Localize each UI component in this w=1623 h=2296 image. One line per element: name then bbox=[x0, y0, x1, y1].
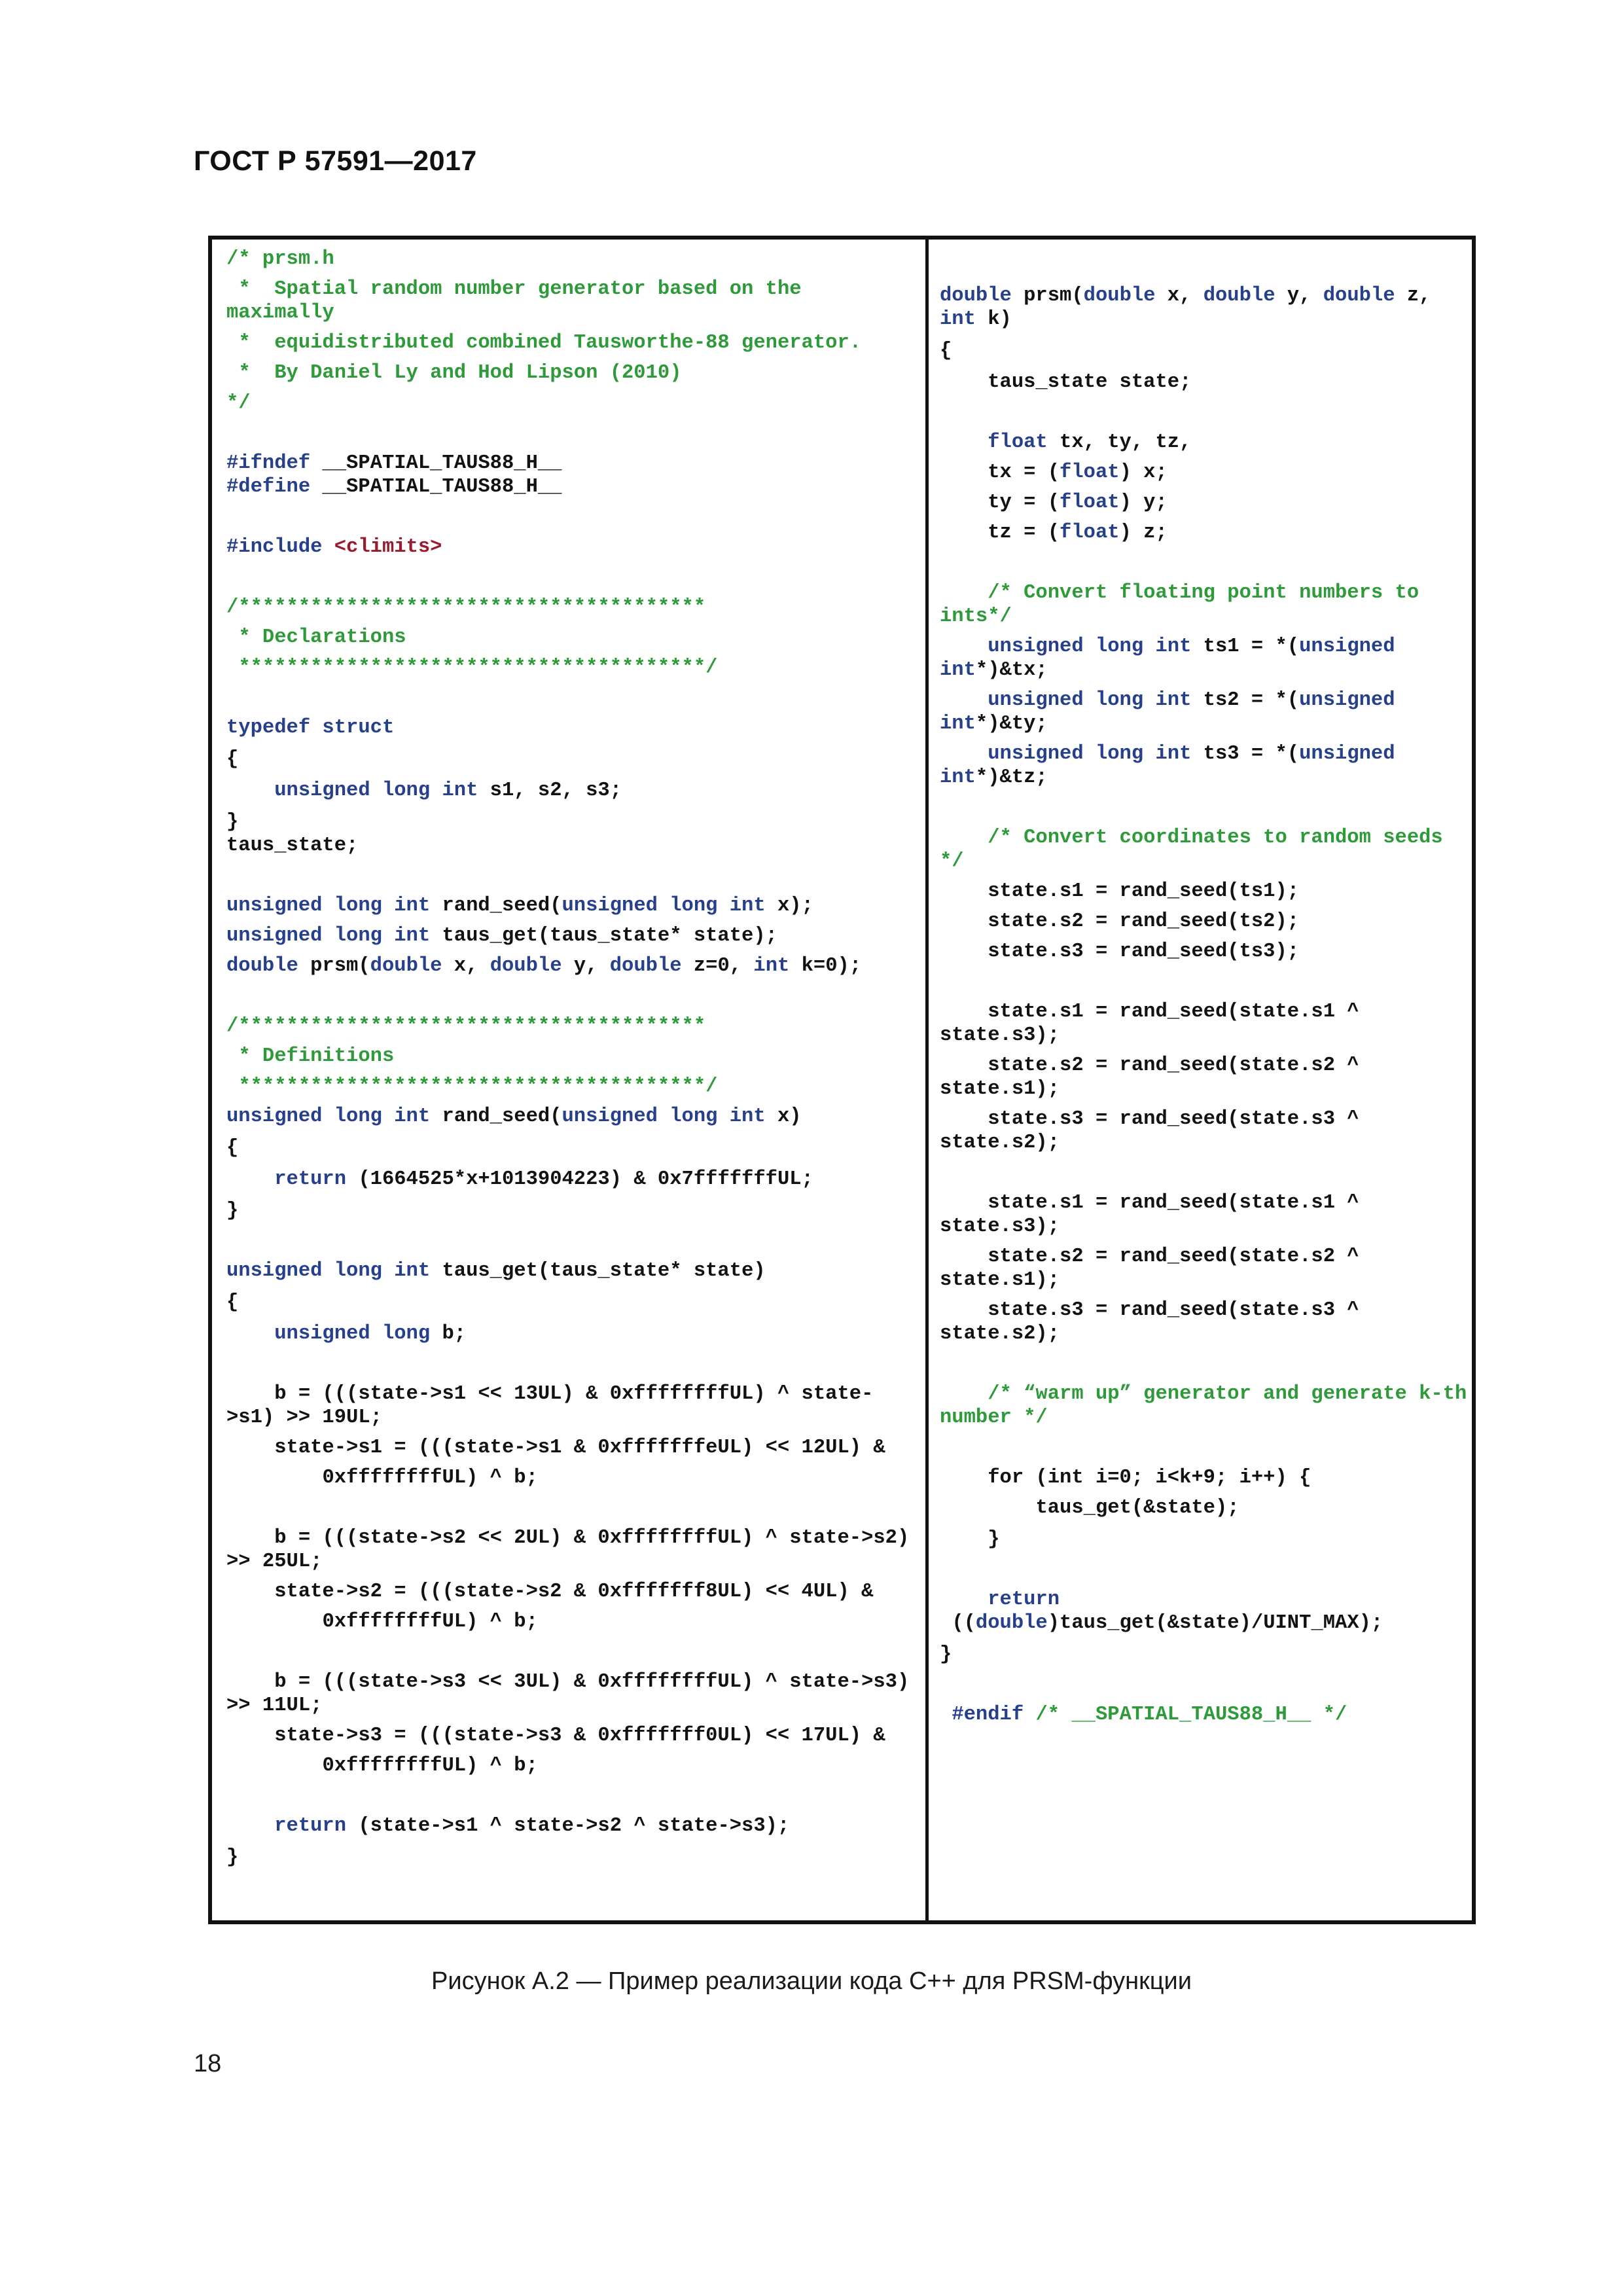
code-line bbox=[940, 370, 1469, 394]
code-text-token: ) x; bbox=[1119, 461, 1168, 484]
code-keyword-token: double bbox=[609, 955, 682, 977]
code-line bbox=[226, 894, 920, 918]
code-keyword-token: double bbox=[370, 955, 442, 977]
code-text-token: ts2 = *( bbox=[1191, 689, 1300, 711]
code-comment-token: * Definitions bbox=[226, 1045, 395, 1067]
code-line bbox=[226, 954, 920, 978]
code-text-token: state.s3 = rand_seed(ts3); bbox=[940, 941, 1300, 963]
code-text-token: state.s1 = rand_seed(state.s1 ^ state.s3); bbox=[940, 1192, 1371, 1238]
code-text-token: { bbox=[940, 340, 952, 362]
code-line bbox=[940, 940, 1469, 963]
code-text-token: b = (((state->s2 << 2UL) & 0xffffffffUL) ^ state->s2) >> 25UL; bbox=[226, 1527, 921, 1573]
code-text-token: k) bbox=[975, 308, 1012, 331]
code-text-token: state->s2 = (((state->s2 & 0xfffffff8UL) << 4UL) & bbox=[226, 1581, 874, 1603]
code-text-token: state->s1 = (((state->s1 & 0xfffffffeUL) << 12UL) & bbox=[226, 1437, 885, 1459]
code-text-token: tx = ( bbox=[940, 461, 1060, 484]
code-keyword-token: unsigned long int bbox=[562, 895, 766, 917]
code-keyword-token: float bbox=[988, 431, 1048, 454]
code-comment-token: /* prsm.h bbox=[226, 248, 334, 270]
code-line bbox=[226, 1724, 920, 1748]
code-text-token: prsm( bbox=[298, 955, 370, 977]
code-line bbox=[226, 810, 920, 834]
code-line bbox=[940, 826, 1469, 873]
code-line bbox=[226, 656, 920, 679]
code-line bbox=[940, 461, 1469, 484]
code-keyword-token: #endif bbox=[940, 1704, 1024, 1726]
code-line bbox=[226, 247, 920, 271]
code-line bbox=[226, 391, 920, 415]
code-text-token bbox=[226, 1323, 274, 1345]
code-line bbox=[226, 834, 920, 857]
code-keyword-token: unsigned int bbox=[940, 636, 1407, 681]
code-text-token: taus_state; bbox=[226, 834, 359, 857]
code-comment-token: /* Convert coordinates to random seeds */ bbox=[940, 827, 1455, 872]
code-comment-token: * Spatial random number generator based on the maximally bbox=[226, 278, 813, 324]
code-keyword-token: double bbox=[940, 285, 1012, 307]
code-line bbox=[226, 1814, 920, 1838]
code-text-token: __SPATIAL_TAUS88_H__ bbox=[310, 452, 562, 475]
code-text-token: { bbox=[226, 1137, 239, 1159]
code-text-token bbox=[226, 780, 274, 802]
code-comment-token: /*************************************** bbox=[226, 1015, 706, 1037]
code-comment-token: ***************************************/ bbox=[226, 656, 718, 679]
code-column-right bbox=[940, 247, 1479, 1920]
code-comment-token: /* Convert floating point numbers to ints*/ bbox=[940, 582, 1431, 628]
code-line bbox=[940, 1528, 1469, 1551]
code-text-token bbox=[940, 827, 988, 849]
code-text-token: state.s1 = rand_seed(ts1); bbox=[940, 880, 1300, 903]
code-line bbox=[226, 1136, 920, 1160]
code-keyword-token: unsigned long int bbox=[226, 1260, 431, 1282]
code-line bbox=[940, 1299, 1469, 1346]
code-text-token: z, bbox=[1395, 285, 1443, 307]
code-line bbox=[940, 635, 1469, 682]
code-text-token: for (int i=0; i<k+9; i++) { bbox=[940, 1467, 1311, 1489]
code-text-token: 0xffffffffUL) ^ b; bbox=[226, 1611, 538, 1633]
code-text-token: x) bbox=[765, 1105, 802, 1128]
code-comment-token: */ bbox=[226, 392, 251, 414]
code-text-token: tz = ( bbox=[940, 522, 1060, 544]
code-text-token: state->s3 = (((state->s3 & 0xfffffff0UL) << 17UL) & bbox=[226, 1725, 885, 1747]
code-text-token: } bbox=[226, 811, 239, 833]
code-text-token: rand_seed( bbox=[430, 895, 562, 917]
figure-caption: Рисунок А.2 — Пример реализации кода С++ для PRSM-функции bbox=[431, 1967, 1192, 1995]
code-line bbox=[226, 1754, 920, 1778]
code-text-token: 0xffffffffUL) ^ b; bbox=[226, 1755, 538, 1777]
code-text-token: state.s2 = rand_seed(state.s2 ^ state.s1); bbox=[940, 1246, 1371, 1291]
code-comment-token: * Declarations bbox=[226, 626, 406, 649]
code-comment-token: ***************************************/ bbox=[226, 1075, 718, 1098]
code-text-token: y, bbox=[1275, 285, 1323, 307]
code-column-left bbox=[226, 247, 920, 1920]
code-keyword-token: unsigned long int bbox=[274, 780, 478, 802]
code-text-token: )taus_get(&state)/UINT_MAX); bbox=[1047, 1612, 1383, 1634]
code-text-token: ) y; bbox=[1119, 492, 1168, 514]
code-text-token: __SPATIAL_TAUS88_H__ bbox=[310, 476, 562, 498]
code-text-token: b; bbox=[430, 1323, 467, 1345]
code-text-token bbox=[940, 743, 988, 765]
code-keyword-token: unsigned long int bbox=[226, 895, 431, 917]
code-keyword-token: unsigned long int bbox=[562, 1105, 766, 1128]
code-line bbox=[226, 1259, 920, 1283]
code-line bbox=[940, 1245, 1469, 1292]
code-keyword-token: unsigned long int bbox=[226, 1105, 431, 1128]
code-line bbox=[940, 1054, 1469, 1101]
code-line bbox=[940, 1000, 1469, 1047]
code-line bbox=[226, 626, 920, 649]
code-text-token: *)&tz; bbox=[975, 766, 1048, 789]
code-line bbox=[226, 1580, 920, 1604]
code-text-token: } bbox=[940, 1528, 1000, 1551]
code-text-token: state.s3 = rand_seed(state.s3 ^ state.s2); bbox=[940, 1299, 1371, 1345]
code-keyword-token: double bbox=[1083, 285, 1156, 307]
code-text-token: tx, ty, tz, bbox=[1047, 431, 1192, 454]
code-line bbox=[940, 1382, 1479, 1429]
code-comment-token: /* “warm up” generator and generate k-th number */ bbox=[940, 1383, 1479, 1429]
code-line bbox=[940, 1703, 1469, 1727]
code-line bbox=[226, 1382, 920, 1429]
code-text-token: { bbox=[226, 1291, 239, 1314]
code-text-token: } bbox=[226, 1200, 239, 1222]
code-text-token bbox=[226, 1815, 274, 1837]
code-comment-token: /* __SPATIAL_TAUS88_H__ */ bbox=[1035, 1704, 1347, 1726]
code-text-token: { bbox=[226, 748, 239, 770]
code-keyword-token: typedef struct bbox=[226, 717, 395, 739]
code-line bbox=[226, 1846, 920, 1869]
code-text-token bbox=[940, 431, 988, 454]
code-text-token: (1664525*x+1013904223) & 0x7fffffffUL; bbox=[346, 1168, 813, 1191]
code-line bbox=[226, 1045, 920, 1068]
code-line bbox=[226, 331, 920, 355]
code-line bbox=[940, 339, 1469, 363]
code-line bbox=[226, 1199, 920, 1223]
code-line bbox=[226, 1168, 920, 1191]
code-text-token: taus_get(&state); bbox=[940, 1497, 1240, 1519]
code-text-token bbox=[940, 582, 988, 604]
code-include-token: <climits> bbox=[334, 536, 442, 558]
code-line bbox=[226, 779, 920, 802]
code-line bbox=[226, 1436, 920, 1460]
code-text-token: x, bbox=[442, 955, 490, 977]
code-keyword-token: double bbox=[226, 955, 298, 977]
code-line bbox=[226, 1466, 920, 1490]
page-header: ГОСТ Р 57591—2017 bbox=[194, 145, 477, 177]
code-text-token: prsm( bbox=[1011, 285, 1084, 307]
code-text-token bbox=[940, 636, 988, 658]
code-line bbox=[226, 361, 920, 385]
code-keyword-token: unsigned long int bbox=[988, 636, 1192, 658]
page-number: 18 bbox=[194, 2050, 222, 2077]
code-line bbox=[940, 742, 1469, 789]
code-text-token: z=0, bbox=[681, 955, 754, 977]
code-line bbox=[226, 924, 920, 948]
code-keyword-token: return bbox=[274, 1168, 347, 1191]
code-line bbox=[226, 1075, 920, 1098]
code-line bbox=[226, 1291, 920, 1314]
code-keyword-token: #include bbox=[226, 536, 323, 558]
code-text-token: ) z; bbox=[1119, 522, 1168, 544]
code-text-token: taus_get(taus_state* state); bbox=[430, 925, 777, 947]
code-keyword-token: float bbox=[1060, 522, 1120, 544]
code-text-token: ts1 = *( bbox=[1191, 636, 1300, 658]
code-text-token bbox=[940, 1383, 988, 1405]
code-line bbox=[226, 1014, 920, 1038]
code-keyword-token: unsigned long int bbox=[226, 925, 431, 947]
code-line bbox=[226, 1610, 920, 1634]
code-text-token bbox=[322, 536, 334, 558]
code-keyword-token: float bbox=[1060, 461, 1120, 484]
code-keyword-token: double bbox=[1203, 285, 1275, 307]
code-keyword-token: unsigned int bbox=[940, 689, 1407, 735]
code-text-token: } bbox=[226, 1846, 239, 1869]
code-line bbox=[940, 284, 1469, 331]
code-line bbox=[226, 278, 920, 325]
code-line bbox=[940, 1643, 1469, 1666]
code-line bbox=[226, 1322, 920, 1346]
code-line bbox=[940, 1107, 1469, 1155]
code-text-token: state.s2 = rand_seed(ts2); bbox=[940, 910, 1300, 933]
column-divider bbox=[925, 240, 929, 1920]
code-text-token: ty = ( bbox=[940, 492, 1060, 514]
code-line bbox=[940, 910, 1469, 933]
code-keyword-token: unsigned long int bbox=[988, 689, 1192, 711]
code-text-token: ts3 = *( bbox=[1191, 743, 1300, 765]
code-line bbox=[940, 491, 1469, 514]
code-keyword-token: #ifndef bbox=[226, 452, 311, 475]
code-line bbox=[940, 1611, 1469, 1635]
code-line bbox=[940, 1496, 1469, 1520]
code-keyword-token: int bbox=[940, 308, 976, 331]
code-text-token: y, bbox=[562, 955, 610, 977]
code-line bbox=[226, 535, 920, 559]
code-text-token: k=0); bbox=[789, 955, 862, 977]
code-line bbox=[226, 747, 920, 771]
code-text-token: rand_seed( bbox=[430, 1105, 562, 1128]
code-text-token bbox=[940, 689, 988, 711]
code-text-token: 0xffffffffUL) ^ b; bbox=[226, 1467, 538, 1489]
code-keyword-token: float bbox=[1060, 492, 1120, 514]
code-line bbox=[940, 521, 1469, 545]
code-text-token: state.s3 = rand_seed(state.s3 ^ state.s2); bbox=[940, 1108, 1371, 1154]
code-line bbox=[226, 716, 920, 740]
code-text-token: b = (((state->s3 << 3UL) & 0xffffffffUL) ^ state->s3) >> 11UL; bbox=[226, 1671, 921, 1717]
code-line bbox=[940, 431, 1469, 454]
code-text-token: b = (((state->s1 << 13UL) & 0xffffffffUL) ^ state->s1) >> 19UL; bbox=[226, 1383, 874, 1429]
code-keyword-token: unsigned long bbox=[274, 1323, 431, 1345]
code-text-token bbox=[226, 1168, 274, 1191]
code-text-token: state.s2 = rand_seed(state.s2 ^ state.s1); bbox=[940, 1054, 1371, 1100]
code-text-token: state.s1 = rand_seed(state.s1 ^ state.s3); bbox=[940, 1001, 1371, 1047]
code-line bbox=[940, 581, 1469, 628]
code-keyword-token: #define bbox=[226, 476, 311, 498]
code-text-token: (state->s1 ^ state->s2 ^ state->s3); bbox=[346, 1815, 790, 1837]
code-line bbox=[226, 1105, 920, 1128]
code-text-token: x); bbox=[765, 895, 813, 917]
code-text-token bbox=[940, 1588, 988, 1611]
code-line bbox=[940, 1466, 1469, 1490]
code-line bbox=[940, 689, 1469, 736]
code-keyword-token: unsigned int bbox=[940, 743, 1407, 789]
code-text-token: } bbox=[940, 1643, 952, 1666]
code-keyword-token: double bbox=[490, 955, 562, 977]
code-figure bbox=[208, 236, 1479, 1924]
code-line bbox=[226, 1670, 920, 1717]
code-comment-token: /*************************************** bbox=[226, 596, 706, 619]
code-text-token: s1, s2, s3; bbox=[478, 780, 622, 802]
code-keyword-token: return bbox=[988, 1588, 1060, 1611]
code-keyword-token: double bbox=[975, 1612, 1048, 1634]
code-line bbox=[940, 1191, 1469, 1238]
code-line bbox=[226, 452, 920, 475]
code-line bbox=[226, 475, 920, 499]
code-text-token bbox=[1024, 1704, 1035, 1726]
code-line bbox=[226, 596, 920, 619]
code-line bbox=[940, 1588, 1469, 1611]
code-keyword-token: double bbox=[1323, 285, 1395, 307]
code-line bbox=[226, 1526, 920, 1573]
code-keyword-token: unsigned long int bbox=[988, 743, 1192, 765]
code-comment-token: * By Daniel Ly and Hod Lipson (2010) bbox=[226, 362, 682, 384]
code-line bbox=[940, 880, 1469, 903]
code-text-token: taus_state state; bbox=[940, 371, 1192, 393]
code-text-token: (( bbox=[940, 1612, 976, 1634]
code-text-token: *)&tx; bbox=[975, 659, 1048, 681]
code-text-token: x, bbox=[1155, 285, 1204, 307]
code-keyword-token: return bbox=[274, 1815, 347, 1837]
code-text-token: *)&ty; bbox=[975, 713, 1048, 735]
code-keyword-token: int bbox=[753, 955, 790, 977]
code-comment-token: * equidistributed combined Tausworthe-88 generator. bbox=[226, 332, 862, 354]
code-text-token: taus_get(taus_state* state) bbox=[430, 1260, 766, 1282]
